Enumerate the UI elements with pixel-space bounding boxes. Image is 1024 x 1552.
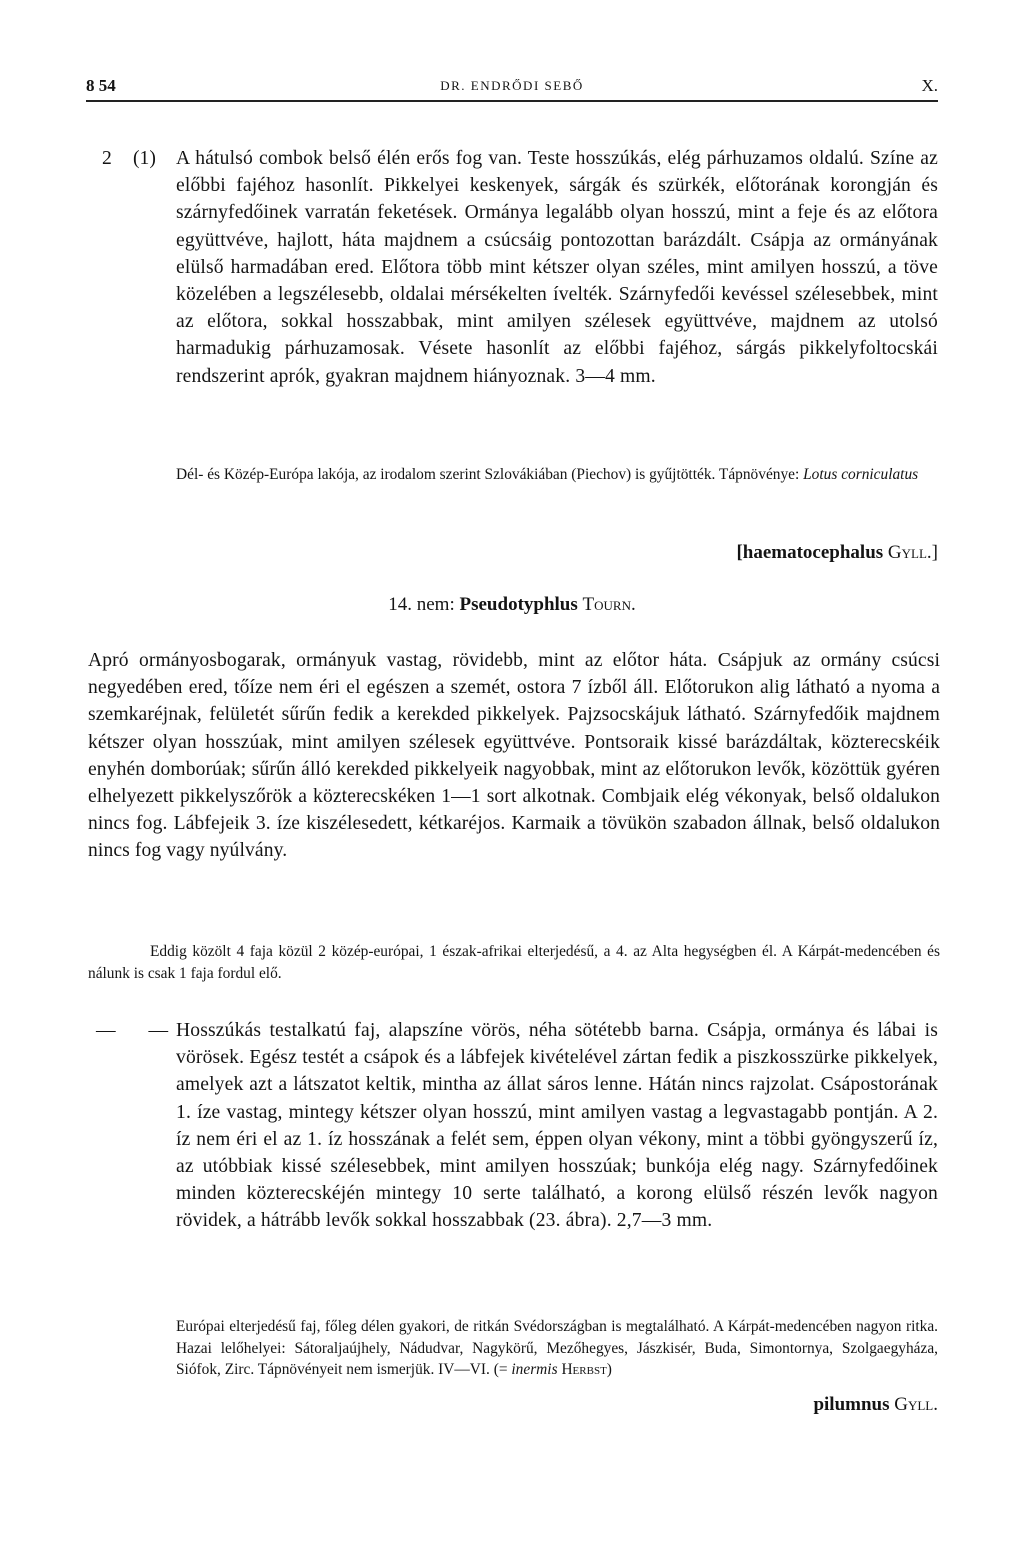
species-note-text: Európai elterjedésű faj, főleg délen gyakori, de ritkán Svédországban is megtalálható. A Kárpát-medencében nagyon ritka. Hazai lelőhelyei: Sátoraljaújhely, Nádudvar, Nagykörű, Mezőhegyes, Jászkisér, Buda, Simontornya, Szolgaegyháza, Siófok, Zirc. Tápnövényeit nem ismerjük. IV—VI. (=: [176, 1318, 938, 1378]
couplet-note-text: Dél- és Közép-Európa lakója, az irodalom szerint Szlovákiában (Piechov) is gyűjtötték. Tápnövénye:: [176, 466, 804, 483]
synonym-close: ): [606, 1361, 612, 1378]
species-name: pilumnus: [813, 1394, 890, 1415]
genus-note: Eddig közölt 4 faja közül 2 közép-európai, 1 észak-afrikai elterjedésű, a 4. az Alta hegységben él. A Kárpát-medencében és nálunk is csak 1 faja fordul elő.: [88, 943, 940, 982]
species-heading-haematocephalus: [736, 542, 938, 564]
species-heading-pilumnus: [813, 1394, 938, 1416]
genus-description: Apró ormányosbogarak, ormányuk vastag, rövidebb, mint az előtor háta. Csápjuk az ormány csúcsi negyedében ered, tőíze nem éri el egészen a szemét, ostora 7 ízből áll. Előtorukon alig látható a nyoma a szemkaréjnak, felületét sűrűn fedik a kerekded pikkelyek. Pajzsocskájuk látható. Szárnyfedőik majdnem kétszer olyan hosszúak, mint amilyen szélesek együttvéve. Pontsoraik kissé barázdáltak, közterecskéik enyhén domborúak; sűrűn álló kerekded pikkelyeik nagyobbak, mint az előtorukon levők, közöttük gyéren elhelyezett pikkelyszőrök a közterecskéken 1—1 sort alkotnak. Combjaik elég vékonyak, belső oldalukon nincs fog. Lábfejeik 3. íze kiszélesedett, kétkaréjos. Karmaik a tövükön szabadon állnak, belső oldalukon nincs fog vagy nyúlvány.: [88, 650, 940, 862]
couplet-number: 2: [102, 148, 112, 169]
genus-name: Pseudotyphlus: [459, 594, 578, 615]
species-description: Hosszúkás testalkatú faj, alapszíne vörös, néha sötétebb barna. Csápja, ormánya és lábai is vörösek. Egész testét a csápok és a lábfejek kivételével zártan fedik a piszkosszürke pikkelyek, amelyek azt a látszatot keltik, mintha az állat sáros lenne. Hátán nincs rajzolat. Csápostorának 1. íze vastag, mintegy kétszer olyan hosszú, mint amilyen vastag a legvastagabb pontján. A 2. íz nem éri el az 1. íz hosszának a felét sem, éppen olyan vékony, mint a többi gyöngyszerű íz, az utóbbiak kissé szélesebbek, mint amilyen hosszúak; bunkója elég nagy. Szárnyfedőinek minden közterecskéjén mintegy 10 serte található, a korong elülső részén levők nagyon rövidek, a hátrább levők sokkal hosszabbak (23. ábra). 2,7—3 mm.: [176, 1020, 938, 1232]
genus-label: 14. nem:: [388, 594, 460, 615]
species-author: Gyll.: [894, 1394, 938, 1415]
running-title: DR. ENDRŐDI SEBŐ: [440, 78, 584, 93]
synonym-author: Herbst: [561, 1361, 607, 1378]
page-number: 8 54: [86, 76, 116, 95]
genus-author: Tourn.: [582, 594, 636, 615]
couplet-text: A hátulsó combok belső élén erős fog van. Teste hosszúkás, elég párhuzamos oldalú. Színe az előbbi fajéhoz hasonlít. Pikkelyei keskenyek, sárgák és szürkék, előtorának korongján és szárnyfedőinek varratán feketések. Ormánya legalább olyan hosszú, mint a feje és az előtora együttvéve, hajlott, háta majdnem a csúcsáig pontozottan barázdált. Csápja az ormányának elülső harmadában ered. Előtora több mint kétszer olyan széles, mint amilyen hosszú, a töve közelében a legszélesebb, oldalai mérsékelten ívelték. Szárnyfedői kevéssel szélesebbek, mint az előtora, sokkal hosszabbak, mint amilyen szélesek együttvéve, majdnem az utolsó harmadukig párhuzamosak. Vésete hasonlít az előbbi fajéhoz, sárgás pikkelyfoltocskái rendszerint aprók, gyakran majdnem hiányoznak. 3—4 mm.: [176, 148, 938, 387]
species-note: [176, 1316, 938, 1381]
entry-dash: — —: [96, 1020, 183, 1041]
couplet-lead: (1): [133, 148, 156, 169]
genus-heading: [0, 594, 1024, 616]
food-plant-name: Lotus corniculatus: [803, 466, 919, 483]
synonym-name: inermis: [511, 1361, 558, 1378]
running-header: [86, 76, 938, 100]
species-author: Gyll.]: [887, 542, 938, 563]
section-number: X.: [921, 76, 938, 95]
header-rule: [86, 100, 938, 102]
couplet-note: [176, 464, 938, 486]
species-name: [haematocephalus: [736, 542, 884, 563]
